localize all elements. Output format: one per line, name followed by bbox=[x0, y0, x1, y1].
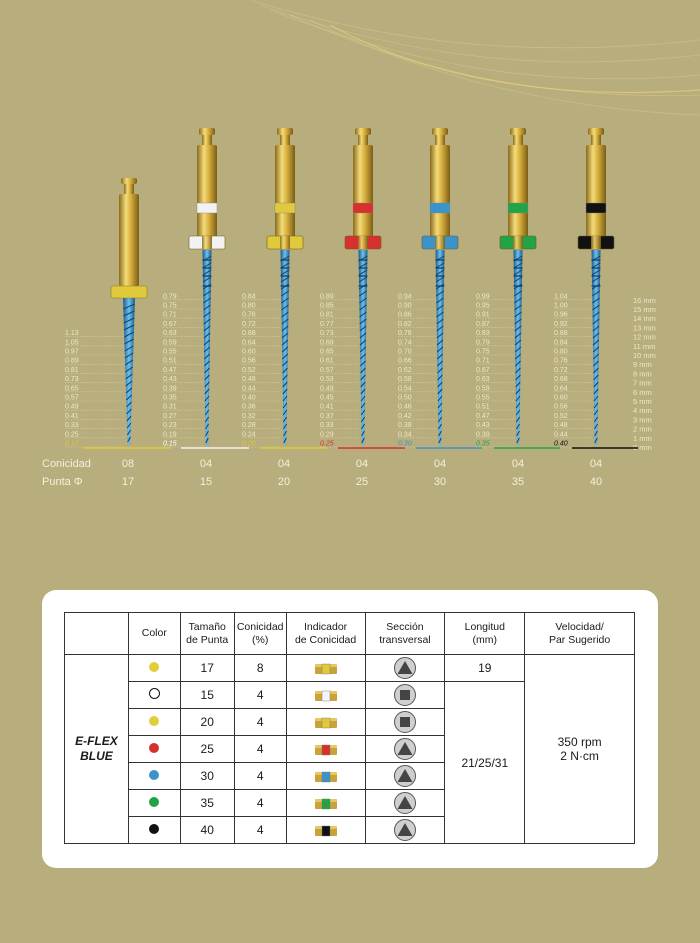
mm-scale-label: 11 mm bbox=[633, 341, 656, 351]
handle-neck bbox=[358, 135, 368, 145]
tip-value: 40 bbox=[589, 476, 603, 488]
speed-text: 350 rpm bbox=[557, 735, 602, 749]
diameter-label: 0.54 bbox=[398, 385, 412, 393]
color-cell bbox=[128, 682, 180, 709]
diameter-label: 0.92 bbox=[554, 320, 568, 328]
diameter-label: 0.41 bbox=[65, 412, 79, 420]
handle-body bbox=[197, 145, 217, 237]
mm-scale-label: 10 mm bbox=[633, 351, 656, 360]
diameter-label: 0.67 bbox=[476, 366, 490, 374]
color-band bbox=[508, 203, 528, 213]
taper-value: 04 bbox=[433, 458, 447, 470]
taper-cell: 4 bbox=[234, 817, 286, 844]
torque-text: 2 N·cm bbox=[560, 749, 599, 763]
header-color: Color bbox=[128, 613, 180, 655]
diameter-label: 0.40 bbox=[554, 440, 568, 448]
diameter-label: 0.59 bbox=[163, 339, 177, 347]
color-cell bbox=[128, 763, 180, 790]
mm-scale-label: 15 mm bbox=[633, 305, 656, 314]
square-section-icon bbox=[393, 683, 417, 707]
header-text: Sección bbox=[386, 620, 424, 633]
diameter-label: 0.44 bbox=[242, 385, 256, 393]
diameter-label: 0.25 bbox=[320, 440, 334, 448]
section-cell bbox=[365, 817, 445, 844]
header-indicator bbox=[286, 613, 365, 655]
diameter-label: 1.05 bbox=[65, 339, 79, 347]
taper-cell: 4 bbox=[234, 682, 286, 709]
mm-scale-label: 4 mm bbox=[633, 406, 652, 416]
tip-value: 25 bbox=[355, 476, 369, 488]
diameter-label: 0.96 bbox=[554, 311, 568, 319]
indicator-cell bbox=[286, 763, 365, 790]
table-row bbox=[65, 655, 635, 682]
diameter-label: 0.28 bbox=[242, 422, 256, 430]
diameter-label: 0.29 bbox=[320, 431, 334, 439]
stopper-core bbox=[513, 236, 523, 249]
mm-scale-label: 8 mm bbox=[633, 369, 652, 379]
diameter-label: 0.56 bbox=[554, 403, 568, 411]
diameter-label: 0.72 bbox=[554, 366, 568, 374]
diameter-label: 0.42 bbox=[398, 412, 412, 420]
diameter-label: 0.80 bbox=[242, 302, 256, 310]
taper-indicator-icon bbox=[315, 825, 337, 837]
brand-cell bbox=[65, 655, 129, 844]
diameter-label: 0.84 bbox=[242, 293, 256, 301]
handle-body bbox=[275, 145, 295, 237]
diameter-label: 0.84 bbox=[554, 339, 568, 347]
tip-cell: 15 bbox=[180, 682, 234, 709]
indicator-cell bbox=[286, 817, 365, 844]
diameter-label: 0.95 bbox=[476, 302, 490, 310]
taper-label: Conicidad bbox=[42, 458, 91, 470]
stopper-ring bbox=[111, 286, 147, 298]
header-text: transversal bbox=[379, 633, 431, 646]
color-band bbox=[586, 203, 606, 213]
header-text: Longitud bbox=[464, 620, 505, 633]
diameter-label: 0.50 bbox=[398, 394, 412, 402]
handle-neck bbox=[435, 135, 445, 145]
diameter-label: 0.78 bbox=[398, 330, 412, 338]
diameter-label: 0.62 bbox=[398, 366, 412, 374]
color-dot-icon bbox=[149, 716, 159, 726]
color-dot-icon bbox=[149, 824, 159, 834]
diameter-label: 0.25 bbox=[65, 431, 79, 439]
tip-value: 15 bbox=[199, 476, 213, 488]
diameter-label: 0.55 bbox=[163, 348, 177, 356]
taper-indicator-icon bbox=[315, 717, 337, 729]
diameter-label: 0.90 bbox=[398, 302, 412, 310]
header-tip-size bbox=[180, 613, 234, 655]
tip-value: 20 bbox=[277, 476, 291, 488]
taper-cell: 8 bbox=[234, 655, 286, 682]
diameter-label: 0.75 bbox=[476, 348, 490, 356]
diameter-label: 0.61 bbox=[320, 357, 334, 365]
diameter-label: 0.79 bbox=[476, 339, 490, 347]
section-cell bbox=[365, 682, 445, 709]
color-band bbox=[275, 203, 295, 213]
stopper-core bbox=[202, 236, 212, 249]
file-35 bbox=[476, 128, 560, 448]
diameter-label: 0.87 bbox=[476, 320, 490, 328]
file-17 bbox=[65, 178, 171, 448]
header-section bbox=[365, 613, 445, 655]
diameter-label: 0.60 bbox=[242, 348, 256, 356]
file-40 bbox=[554, 128, 638, 448]
mm-scale-label: 6 mm bbox=[633, 387, 652, 397]
diameter-label: 0.33 bbox=[320, 422, 334, 430]
handle-neck bbox=[202, 135, 212, 145]
diameter-label: 0.59 bbox=[476, 385, 490, 393]
indicator-cell bbox=[286, 790, 365, 817]
color-cell bbox=[128, 709, 180, 736]
diameter-label: 0.94 bbox=[398, 293, 412, 301]
diameter-label: 0.52 bbox=[242, 366, 256, 374]
diameter-label: 0.68 bbox=[242, 330, 256, 338]
tip-cell: 35 bbox=[180, 790, 234, 817]
diameter-label: 0.41 bbox=[320, 403, 334, 411]
mm-scale-label: 13 mm bbox=[633, 323, 656, 333]
diameter-label: 0.49 bbox=[65, 403, 79, 411]
diameter-label: 0.46 bbox=[398, 403, 412, 411]
tip-value: 17 bbox=[121, 476, 135, 488]
diameter-label: 0.55 bbox=[476, 394, 490, 402]
diameter-label: 0.51 bbox=[476, 403, 490, 411]
diameter-label: 0.31 bbox=[163, 403, 177, 411]
tip-row bbox=[0, 476, 700, 492]
diameter-label: 0.99 bbox=[476, 293, 490, 301]
diameter-label: 0.43 bbox=[163, 376, 177, 384]
mm-scale-label: 7 mm bbox=[633, 378, 652, 388]
diameter-label: 0.76 bbox=[554, 357, 568, 365]
file-illustration bbox=[0, 110, 700, 460]
spec-card bbox=[42, 590, 658, 868]
diameter-label: 0.88 bbox=[554, 330, 568, 338]
diameter-label: 0.52 bbox=[554, 412, 568, 420]
diameter-label: 0.60 bbox=[554, 394, 568, 402]
diameter-label: 0.75 bbox=[163, 302, 177, 310]
diameter-label: 0.86 bbox=[398, 311, 412, 319]
triangle-section-icon bbox=[393, 791, 417, 815]
header-text: Par Sugerido bbox=[548, 633, 611, 646]
diameter-label: 0.81 bbox=[320, 311, 334, 319]
tip-cell: 17 bbox=[180, 655, 234, 682]
header-empty bbox=[65, 613, 129, 655]
section-cell bbox=[365, 790, 445, 817]
mm-scale-label: 3 mm bbox=[633, 415, 652, 425]
handle-neck bbox=[124, 184, 134, 194]
diameter-label: 0.58 bbox=[398, 376, 412, 384]
header-text: Velocidad/ bbox=[555, 620, 604, 633]
brand-text: BLUE bbox=[80, 749, 113, 763]
square-section-icon bbox=[393, 710, 417, 734]
diameter-label: 0.44 bbox=[554, 431, 568, 439]
header-length bbox=[445, 613, 525, 655]
handle-cap bbox=[277, 128, 293, 135]
diameter-label: 1.04 bbox=[554, 293, 568, 301]
diameter-label: 0.91 bbox=[476, 311, 490, 319]
taper-cell: 4 bbox=[234, 790, 286, 817]
diameter-label: 0.65 bbox=[65, 385, 79, 393]
diameter-label: 0.48 bbox=[554, 422, 568, 430]
header-text: (mm) bbox=[472, 633, 498, 646]
color-dot-icon bbox=[149, 688, 160, 699]
diameter-label: 0.69 bbox=[320, 339, 334, 347]
tip-cell: 20 bbox=[180, 709, 234, 736]
diameter-label: 0.17 bbox=[65, 440, 79, 448]
file-25 bbox=[320, 128, 405, 448]
triangle-section-icon bbox=[393, 656, 417, 680]
diameter-label: 0.77 bbox=[320, 320, 334, 328]
diameter-label: 0.66 bbox=[398, 357, 412, 365]
tip-label: Punta Φ bbox=[42, 476, 83, 488]
mm-scale-label: 0 mm bbox=[633, 443, 652, 452]
diameter-label: 0.24 bbox=[242, 431, 256, 439]
triangle-section-icon bbox=[393, 818, 417, 842]
diameter-label: 0.57 bbox=[320, 366, 334, 374]
handle-cap bbox=[510, 128, 526, 135]
diameter-label: 0.85 bbox=[320, 302, 334, 310]
diameter-label: 0.64 bbox=[242, 339, 256, 347]
mm-scale-label: 9 mm bbox=[633, 360, 652, 370]
diameter-label: 0.71 bbox=[476, 357, 490, 365]
file-20 bbox=[242, 128, 327, 448]
color-dot-icon bbox=[149, 770, 159, 780]
section-cell bbox=[365, 709, 445, 736]
table-header-row bbox=[65, 613, 635, 655]
handle-cap bbox=[121, 178, 137, 184]
diameter-label: 0.89 bbox=[320, 293, 334, 301]
diameter-label: 0.51 bbox=[163, 357, 177, 365]
handle-cap bbox=[588, 128, 604, 135]
brand-text: E-FLEX bbox=[75, 734, 118, 748]
indicator-cell bbox=[286, 736, 365, 763]
mm-scale-label: 16 mm bbox=[633, 295, 656, 305]
diameter-label: 0.33 bbox=[65, 422, 79, 430]
diameter-label: 0.89 bbox=[65, 357, 79, 365]
taper-value: 04 bbox=[589, 458, 603, 470]
tip-cell: 40 bbox=[180, 817, 234, 844]
diameter-label: 0.56 bbox=[242, 357, 256, 365]
taper-value: 04 bbox=[511, 458, 525, 470]
indicator-cell bbox=[286, 655, 365, 682]
spec-table bbox=[64, 612, 635, 844]
section-cell bbox=[365, 655, 445, 682]
diameter-label: 0.37 bbox=[320, 412, 334, 420]
color-band bbox=[353, 203, 373, 213]
diameter-label: 0.67 bbox=[163, 320, 177, 328]
diameter-label: 0.70 bbox=[398, 348, 412, 356]
diameter-label: 0.73 bbox=[65, 376, 79, 384]
handle-cap bbox=[355, 128, 371, 135]
diameter-label: 0.81 bbox=[65, 366, 79, 374]
diameter-label: 0.79 bbox=[163, 293, 177, 301]
diameter-label: 1.13 bbox=[65, 330, 79, 338]
mm-scale-label: 14 mm bbox=[633, 314, 656, 324]
diameter-label: 0.35 bbox=[476, 440, 490, 448]
section-cell bbox=[365, 763, 445, 790]
diameter-label: 0.23 bbox=[163, 422, 177, 430]
diameter-label: 0.34 bbox=[398, 431, 412, 439]
diameter-label: 0.57 bbox=[65, 394, 79, 402]
diameter-label: 0.27 bbox=[163, 412, 177, 420]
taper-cell: 4 bbox=[234, 709, 286, 736]
diameter-label: 0.47 bbox=[476, 412, 490, 420]
header-text: Conicidad bbox=[236, 620, 284, 633]
diameter-label: 0.36 bbox=[242, 403, 256, 411]
taper-row bbox=[0, 458, 700, 474]
mm-scale-label: 2 mm bbox=[633, 424, 652, 434]
taper-indicator-icon bbox=[315, 690, 337, 702]
taper-indicator-icon bbox=[315, 798, 337, 810]
color-dot-icon bbox=[149, 797, 159, 807]
handle-body bbox=[119, 194, 139, 286]
color-cell bbox=[128, 655, 180, 682]
header-taper bbox=[234, 613, 286, 655]
taper-value: 04 bbox=[277, 458, 291, 470]
taper-value: 04 bbox=[355, 458, 369, 470]
mm-scale-label: 5 mm bbox=[633, 397, 652, 406]
diameter-label: 0.73 bbox=[320, 330, 334, 338]
diameter-label: 0.40 bbox=[242, 394, 256, 402]
handle-neck bbox=[513, 135, 523, 145]
color-dot-icon bbox=[149, 662, 159, 672]
color-band bbox=[430, 203, 450, 213]
diameter-label: 0.97 bbox=[65, 348, 79, 356]
taper-cell: 4 bbox=[234, 736, 286, 763]
diameter-label: 0.38 bbox=[398, 422, 412, 430]
diameter-label: 0.63 bbox=[163, 330, 177, 338]
mm-scale-label: 1 mm bbox=[633, 433, 652, 443]
header-text: (%) bbox=[251, 633, 269, 646]
handle-neck bbox=[280, 135, 290, 145]
header-speed bbox=[525, 613, 635, 655]
triangle-section-icon bbox=[393, 737, 417, 761]
tip-cell: 30 bbox=[180, 763, 234, 790]
diameter-label: 0.82 bbox=[398, 320, 412, 328]
diameter-label: 0.35 bbox=[163, 394, 177, 402]
header-text: de Punta bbox=[186, 633, 229, 646]
file-15 bbox=[163, 128, 249, 448]
diameter-label: 0.47 bbox=[163, 366, 177, 374]
diameter-label: 0.45 bbox=[320, 394, 334, 402]
diameter-label: 0.65 bbox=[320, 348, 334, 356]
diameter-label: 0.71 bbox=[163, 311, 177, 319]
diameter-label: 0.32 bbox=[242, 412, 256, 420]
diameter-label: 0.63 bbox=[476, 376, 490, 384]
mm-scale-label: 12 mm bbox=[633, 332, 656, 342]
handle-body bbox=[430, 145, 450, 237]
color-dot-icon bbox=[149, 743, 159, 753]
header-text: Tamaño bbox=[188, 620, 226, 633]
diameter-label: 0.43 bbox=[476, 422, 490, 430]
handle-cap bbox=[199, 128, 215, 135]
diameter-label: 0.39 bbox=[476, 431, 490, 439]
handle-body bbox=[586, 145, 606, 237]
diameter-label: 0.15 bbox=[163, 440, 177, 448]
taper-indicator-icon bbox=[315, 663, 337, 675]
diameter-label: 0.72 bbox=[242, 320, 256, 328]
color-band bbox=[197, 203, 217, 213]
file-30 bbox=[398, 128, 482, 448]
length-cell: 21/25/31 bbox=[445, 682, 525, 844]
speed-cell bbox=[525, 655, 635, 844]
diameter-label: 1.00 bbox=[554, 302, 568, 310]
handle-neck bbox=[591, 135, 601, 145]
triangle-section-icon bbox=[393, 764, 417, 788]
diameter-label: 0.53 bbox=[320, 376, 334, 384]
stopper-core bbox=[591, 236, 601, 249]
diameter-label: 0.74 bbox=[398, 339, 412, 347]
stopper-core bbox=[358, 236, 368, 249]
diameter-label: 0.19 bbox=[163, 431, 177, 439]
tip-cell: 25 bbox=[180, 736, 234, 763]
taper-indicator-icon bbox=[315, 771, 337, 783]
diameter-label: 0.20 bbox=[242, 440, 256, 448]
tip-value: 30 bbox=[433, 476, 447, 488]
diameter-label: 0.49 bbox=[320, 385, 334, 393]
diameter-label: 0.68 bbox=[554, 376, 568, 384]
taper-indicator-icon bbox=[315, 744, 337, 756]
taper-value: 04 bbox=[199, 458, 213, 470]
indicator-cell bbox=[286, 709, 365, 736]
handle-body bbox=[353, 145, 373, 237]
diameter-label: 0.39 bbox=[163, 385, 177, 393]
diameter-label: 0.30 bbox=[398, 440, 412, 448]
header-text: Indicador bbox=[303, 620, 348, 633]
header-text: de Conicidad bbox=[294, 633, 357, 646]
handle-cap bbox=[432, 128, 448, 135]
stopper-core bbox=[280, 236, 290, 249]
diameter-label: 0.64 bbox=[554, 385, 568, 393]
color-cell bbox=[128, 817, 180, 844]
diameter-label: 0.48 bbox=[242, 376, 256, 384]
tip-value: 35 bbox=[511, 476, 525, 488]
color-cell bbox=[128, 736, 180, 763]
color-cell bbox=[128, 790, 180, 817]
handle-body bbox=[508, 145, 528, 237]
stopper-core bbox=[435, 236, 445, 249]
section-cell bbox=[365, 736, 445, 763]
indicator-cell bbox=[286, 682, 365, 709]
diameter-label: 0.76 bbox=[242, 311, 256, 319]
taper-cell: 4 bbox=[234, 763, 286, 790]
length-cell: 19 bbox=[445, 655, 525, 682]
diameter-label: 0.80 bbox=[554, 348, 568, 356]
taper-value: 08 bbox=[121, 458, 135, 470]
diameter-label: 0.83 bbox=[476, 330, 490, 338]
